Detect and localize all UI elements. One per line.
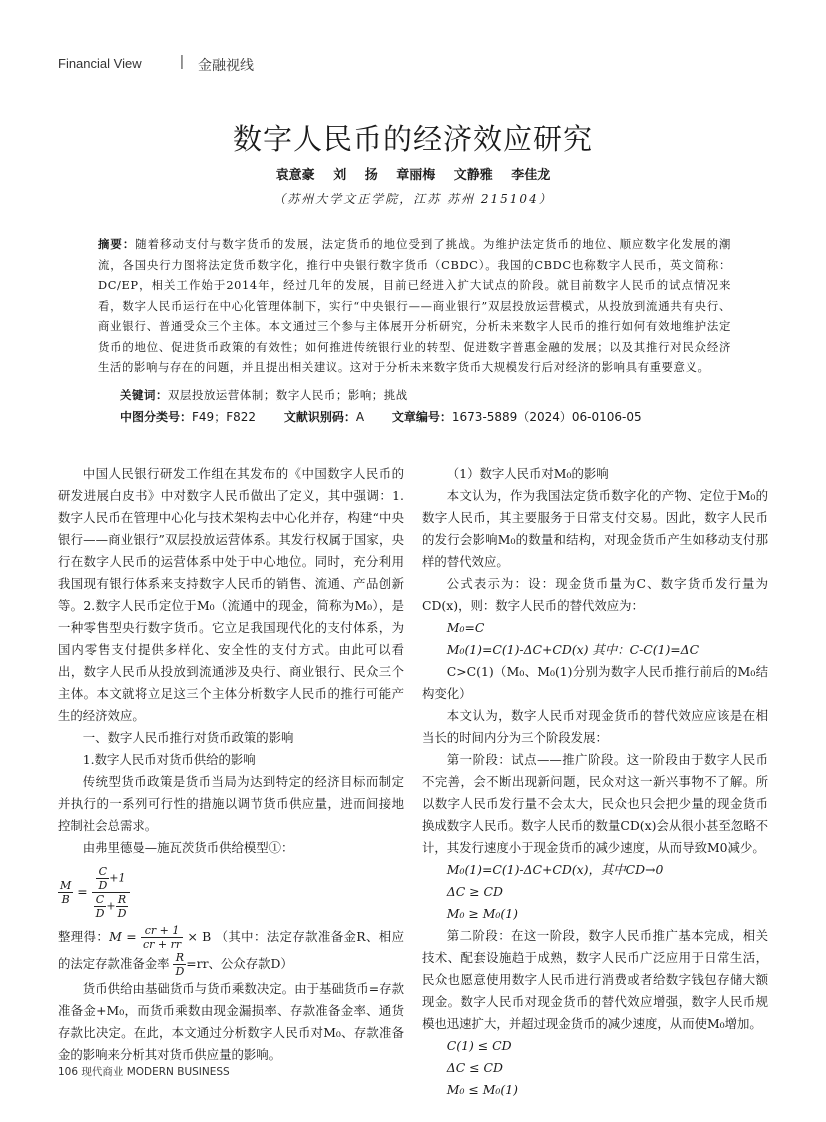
paragraph: 中国人民银行研发工作组在其发布的《中国数字人民币的研发进展白皮书》中对数字人民币做出了定义，其中强调：1.数字人民币在管理中心化与技术架构去中心化并存，构建“中央银行——商业银行”双层投放运营体系。其发行权属于国家，央行在数字人民币的运营体系中处于中心地位。同时，充分利用我国现有银行体系来支持数字人民币的销售、流通、产品创新等。2.数字人民币定位于M₀（流通中的现金，简称为M₀），是一种零售型央行数字货币。它立足我国现代化的支付体系，为国内零售支付提供多样化、安全性的支付方式。由此可以看出，数字人民币从投放到流通涉及央行、商业银行、民众三个主体。本文就将立足这三个主体分析数字人民币的推行可能产生的经济效应。 — [58, 466, 404, 723]
paragraph: 货币供给由基础货币与货币乘数决定。由于基础货币=存款准备金+M₀，而货币乘数由现金漏损率、存款准备金率、通货存款比决定。在此，本文通过分析数字人民币对M₀、存款准备金的影响来分析其对货币供应量的影响。 — [58, 981, 404, 1062]
doc-code-label: 文献识别码： — [283, 410, 356, 424]
clc-label: 中图分类号： — [120, 410, 193, 424]
journal-section-cn: 金融视线 — [198, 58, 254, 74]
formula-money-supply: $\frac{M}{B}$ = $\frac{C}{D}$ +1 $\frac{C}{D}$ + $\frac{R}{D}$ — [58, 865, 404, 920]
subsection-heading: （1）数字人民币对M₀的影响 — [446, 466, 609, 481]
equation: M₀ ≤ M₀(1) — [446, 1082, 518, 1097]
keywords-label: 关键词： — [120, 388, 168, 402]
article-number-value: 1673-5889（2024）06-0106-05 — [451, 410, 642, 424]
page-footer: 106 现代商业 MODERN BUSINESS — [58, 1066, 230, 1078]
formula-multiplier: 整理得：M = $\frac{cr + 1}{cr + rr}$ × B （其中：法定存款准备金R、相应的法定存款准备金率 $\frac{R}{D}$ =rr、公众存款D） — [58, 924, 404, 978]
abstract — [98, 234, 731, 378]
equation: M₀(1)=C(1)-ΔC+CD(x)，其中CD→0 — [446, 862, 664, 877]
abstract-label: 摘要： — [98, 237, 136, 251]
keywords-text: 双层投放运营体制；数字人民币；影响；挑战 — [167, 388, 408, 402]
doc-code-value: A — [355, 410, 365, 424]
paragraph: 传统型货币政策是货币当局为达到特定的经济目标而制定并执行的一系列可行性的措施以调节货币供应量，进而间接地控制社会总需求。 — [58, 774, 404, 833]
journal-section-en: Financial View — [58, 56, 142, 71]
equation: ΔC ≥ CD — [446, 884, 503, 899]
paragraph: 第二阶段：在这一阶段，数字人民币推广基本完成，相关技术、配套设施趋于成熟，数字人民币广泛应用于日常生活，民众也愿意使用数字人民币进行消费或者给数字钱包存储大额现金。数字人民币对现金货币的替代效应增强，数字人民币规模也迅速扩大，并超过现金货币的减少速度，从而使M₀增加。 — [422, 928, 768, 1031]
abstract-text: 随着移动支付与数字货币的发展，法定货币的地位受到了挑战。为维护法定货币的地位、顺应数字化发展的潮流，各国央行力图将法定货币数字化，推行中央银行数字货币（CBDC）。我国的CBDC也称数字人民币，英文简称：DC/EP，相关工作始于2014年，经过几年的发展，目前已经进入扩大试点的阶段。就目前数字人民币的试点情况来看，数字人民币运行在中心化管理体制下，实行“中央银行——商业银行”双层投放运营模式，从投放到流通共有央行、商业银行、普通受众三个主体。本文通过三个参与主体展开分析研究，分析未来数字人民币的推行如何有效地维护法定货币的地位、促进货币政策的有效性；如何推进传统银行业的转型、促进数字普惠金融的发展；以及其推行对民众经济生活的影响与存在的问题，并且提出相关建议。这对于分析未来数字货币大规模发行后对经济的影响具有重要意义。 — [98, 237, 731, 374]
equation: C(1) ≤ CD — [446, 1038, 512, 1053]
equation: M₀=C — [446, 620, 485, 635]
paragraph: 由弗里德曼—施瓦茨货币供给模型①： — [82, 840, 294, 855]
equation: ΔC ≤ CD — [446, 1060, 503, 1075]
author-list: 袁意豪 刘 扬 章丽梅 文静雅 李佳龙 — [275, 168, 551, 183]
left-column — [58, 463, 404, 1066]
equation: M₀(1)=C(1)-ΔC+CD(x) 其中：C-C(1)=ΔC — [446, 642, 700, 657]
affiliation: （苏州大学文正学院，江苏 苏州 215104） — [273, 192, 553, 206]
paragraph: 公式表示为：设：现金货币量为C、数字货币发行量为CD(x)，则：数字人民币的替代效应为： — [422, 576, 768, 613]
header-separator: | — [180, 53, 184, 70]
article-number-label: 文章编号： — [391, 410, 452, 424]
equation-note: C>C(1)（M₀、M₀(1)分别为数字人民币推行前后的M₀结构变化） — [422, 664, 768, 701]
clc-value: F49；F822 — [192, 410, 256, 424]
paragraph: 本文认为，数字人民币对现金货币的替代效应应该是在相当长的时间内分为三个阶段发展： — [422, 708, 768, 745]
paragraph: 本文认为，作为我国法定货币数字化的产物、定位于M₀的数字人民币，其主要服务于日常支付交易。因此，数字人民币的发行会影响M₀的数量和结构，对现金货币产生如移动支付那样的替代效应。 — [422, 488, 768, 569]
paper-title: 数字人民币的经济效应研究 — [232, 122, 593, 157]
classification-line — [120, 408, 642, 425]
subsection-heading: 1.数字人民币对货币供给的影响 — [82, 752, 256, 767]
right-column — [422, 463, 768, 1101]
equation: M₀ ≥ M₀(1) — [446, 906, 518, 921]
keywords — [120, 387, 408, 403]
section-heading: 一、数字人民币推行对货币政策的影响 — [82, 730, 294, 745]
paragraph: 第一阶段：试点——推广阶段。这一阶段由于数字人民币不完善，会不断出现新问题，民众对这一新兴事物不了解。所以数字人民币发行量不会太大，民众也只会把少量的现金货币换成数字人民币。数字人民币的数量CD(x)会从很小甚至忽略不计，其发行速度小于现金货币的减少速度，从而导致M0减少。 — [422, 752, 768, 855]
